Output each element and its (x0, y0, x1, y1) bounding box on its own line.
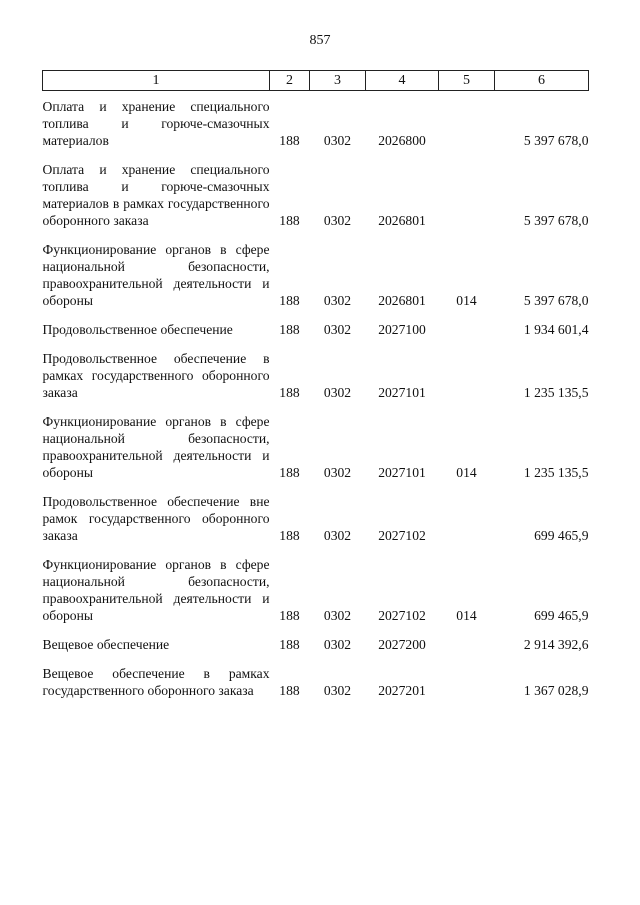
row-ministry: 188 (279, 385, 300, 400)
row-amount: 5 397 678,0 (523, 293, 589, 308)
row-amount: 1 235 135,5 (523, 385, 589, 400)
row-ministry: 188 (279, 637, 300, 652)
header-col-5: 5 (439, 71, 495, 91)
table-row (43, 231, 589, 311)
row-ministry: 188 (279, 683, 300, 698)
row-section: 0302 (323, 322, 352, 337)
row-amount: 699 465,9 (534, 528, 589, 543)
row-type (439, 151, 495, 231)
row-type (439, 626, 495, 655)
row-ministry: 188 (279, 528, 300, 543)
table-row (43, 403, 589, 483)
table-row (43, 151, 589, 231)
row-amount: 1 367 028,9 (523, 683, 589, 698)
row-section: 0302 (323, 385, 352, 400)
table-row (43, 655, 589, 701)
table-row (43, 546, 589, 626)
row-section: 0302 (323, 133, 352, 148)
row-section: 0302 (323, 465, 352, 480)
row-name: Продовольственное обеспечение в рамках государственного оборонного заказа (42, 351, 270, 400)
row-type: 014 (456, 608, 477, 623)
row-ministry: 188 (279, 322, 300, 337)
row-name: Оплата и хранение специального топлива и горюче-смазочных материалов (42, 99, 270, 148)
row-name: Функционирование органов в сфере национальной безопасности, правоохранительной деятельности и обороны (42, 414, 270, 480)
row-target: 2026801 (378, 213, 426, 228)
row-section: 0302 (323, 293, 352, 308)
header-col-1: 1 (43, 71, 270, 91)
header-col-3: 3 (310, 71, 366, 91)
header-row (43, 71, 589, 91)
row-section: 0302 (323, 528, 352, 543)
row-type (439, 311, 495, 340)
row-name: Функционирование органов в сфере национальной безопасности, правоохранительной деятельности и обороны (42, 242, 270, 308)
page-number: 857 (309, 33, 331, 48)
row-section: 0302 (323, 608, 352, 623)
row-amount: 1 934 601,4 (523, 322, 589, 337)
table-row (43, 626, 589, 655)
row-target: 2027100 (378, 322, 426, 337)
row-type (439, 483, 495, 546)
header-col-6: 6 (495, 71, 589, 91)
row-name: Оплата и хранение специального топлива и горюче-смазочных материалов в рамках государственного оборонного заказа (42, 162, 270, 228)
table-row (43, 483, 589, 546)
row-ministry: 188 (279, 608, 300, 623)
row-ministry: 188 (279, 133, 300, 148)
row-target: 2027201 (378, 683, 426, 698)
row-ministry: 188 (279, 465, 300, 480)
row-section: 0302 (323, 683, 352, 698)
budget-table (42, 70, 589, 701)
table-row (43, 311, 589, 340)
row-ministry: 188 (279, 293, 300, 308)
row-amount: 5 397 678,0 (523, 213, 589, 228)
row-name: Функционирование органов в сфере национальной безопасности, правоохранительной деятельности и обороны (42, 557, 270, 623)
row-amount: 2 914 392,6 (523, 637, 589, 652)
row-type (439, 655, 495, 701)
row-target: 2026800 (378, 133, 426, 148)
row-name: Продовольственное обеспечение (42, 322, 233, 337)
row-amount: 5 397 678,0 (523, 133, 589, 148)
row-name: Продовольственное обеспечение вне рамок государственного оборонного заказа (42, 494, 270, 543)
header-col-4: 4 (366, 71, 439, 91)
row-target: 2027102 (378, 528, 426, 543)
table-row (43, 340, 589, 403)
row-type (439, 91, 495, 152)
row-amount: 699 465,9 (534, 608, 589, 623)
row-section: 0302 (323, 637, 352, 652)
row-target: 2027101 (378, 465, 426, 480)
row-section: 0302 (323, 213, 352, 228)
row-target: 2027200 (378, 637, 426, 652)
row-target: 2026801 (378, 293, 426, 308)
row-type: 014 (456, 465, 477, 480)
row-name: Вещевое обеспечение (42, 637, 170, 652)
header-col-2: 2 (270, 71, 310, 91)
row-name: Вещевое обеспечение в рамках государственного оборонного заказа (42, 666, 270, 698)
row-type (439, 340, 495, 403)
row-ministry: 188 (279, 213, 300, 228)
row-type: 014 (456, 293, 477, 308)
row-amount: 1 235 135,5 (523, 465, 589, 480)
table-row (43, 91, 589, 152)
row-target: 2027102 (378, 608, 426, 623)
row-target: 2027101 (378, 385, 426, 400)
